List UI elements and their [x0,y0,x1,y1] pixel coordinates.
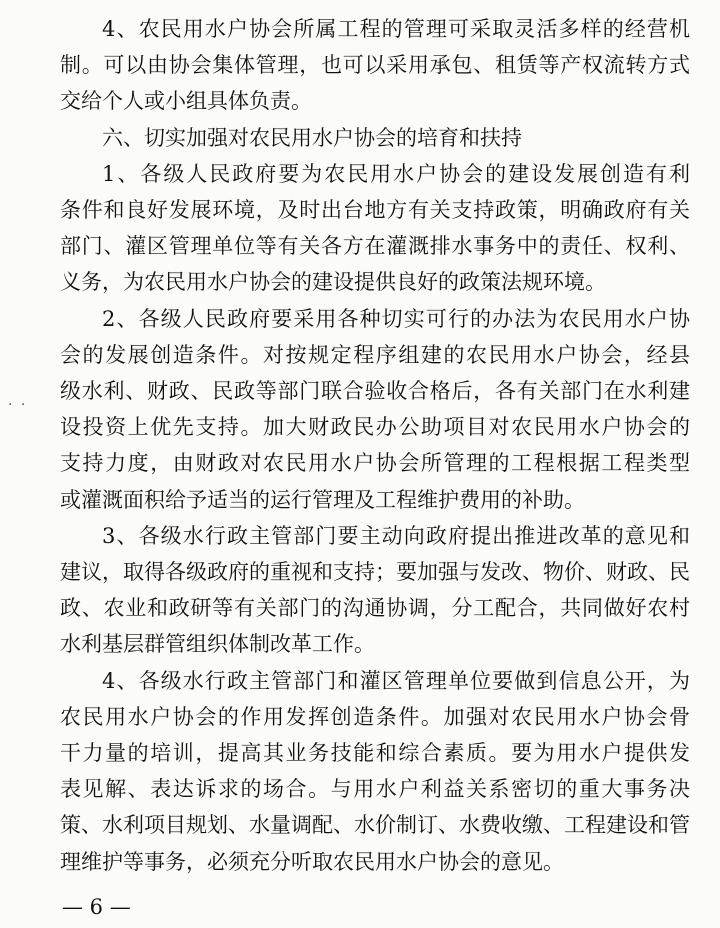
section-heading: 六、切实加强对农民用水户协会的培育和扶持 [102,125,522,150]
text-line: 农民用水户协会的作用发挥创造条件。加强对农民用水户协会骨 [60,704,690,729]
text-line: 制。可以由协会集体管理，也可以采用承包、租赁等产权流转方式 [60,53,690,78]
text-line: 4、各级水行政主管部门和灌区管理单位要做到信息公开，为 [102,668,690,693]
text-line: 1、各级人民政府要为农民用水户协会的建设发展创造有利 [102,161,690,186]
text-line: 4、农民用水户协会所属工程的管理可采取灵活多样的经营机 [102,17,690,41]
text-line: 条件和良好发展环境，及时出台地方有关支持政策，明确政府有关 [60,198,690,222]
text-line: 2、各级人民政府要采用各种切实可行的办法为农民用水户协 [102,306,690,331]
text-line: 级水利、财政、民政等部门联合验收合格后，各有关部门在水利建 [60,379,690,403]
page-number: — 6 — [62,895,131,919]
text-line: 干力量的培训，提高其业务技能和综合素质。要为用水户提供发 [60,741,690,765]
text-line: 交给个人或小组具体负责。 [60,89,312,114]
text-line: 义务，为农民用水户协会的建设提供良好的政策法规环境。 [60,270,606,295]
text-line: 建议，取得各级政府的重视和支持；要加强与发改、物价、财政、民 [60,560,690,584]
margin-mark: · · [8,397,28,413]
text-line: 设投资上优先支持。加大财政民办公助项目对农民用水户协会的 [60,415,690,440]
text-line: 水利基层群管组织体制改革工作。 [60,632,375,657]
text-line: 政、农业和政研等有关部门的沟通协调，分工配合，共同做好农村 [60,596,690,621]
text-line: 支持力度，由财政对农民用水户协会所管理的工程根据工程类型 [60,451,690,476]
text-line: 3、各级水行政主管部门要主动向政府提出推进改革的意见和 [102,523,690,548]
text-line: 部门、灌区管理单位等有关各方在灌溉排水事务中的责任、权利、 [60,234,690,259]
text-line: 表见解、表达诉求的场合。与用水户利益关系密切的重大事务决 [60,777,690,802]
text-line: 或灌溉面积给予适当的运行管理及工程维护费用的补助。 [60,487,585,512]
text-line: 会的发展创造条件。对按规定程序组建的农民用水户协会，经县 [60,342,690,367]
text-line: 策、水利项目规划、水量调配、水价制订、水费收缴、工程建设和管 [60,813,690,838]
text-line: 理维护等事务，必须充分听取农民用水户协会的意见。 [60,849,564,874]
